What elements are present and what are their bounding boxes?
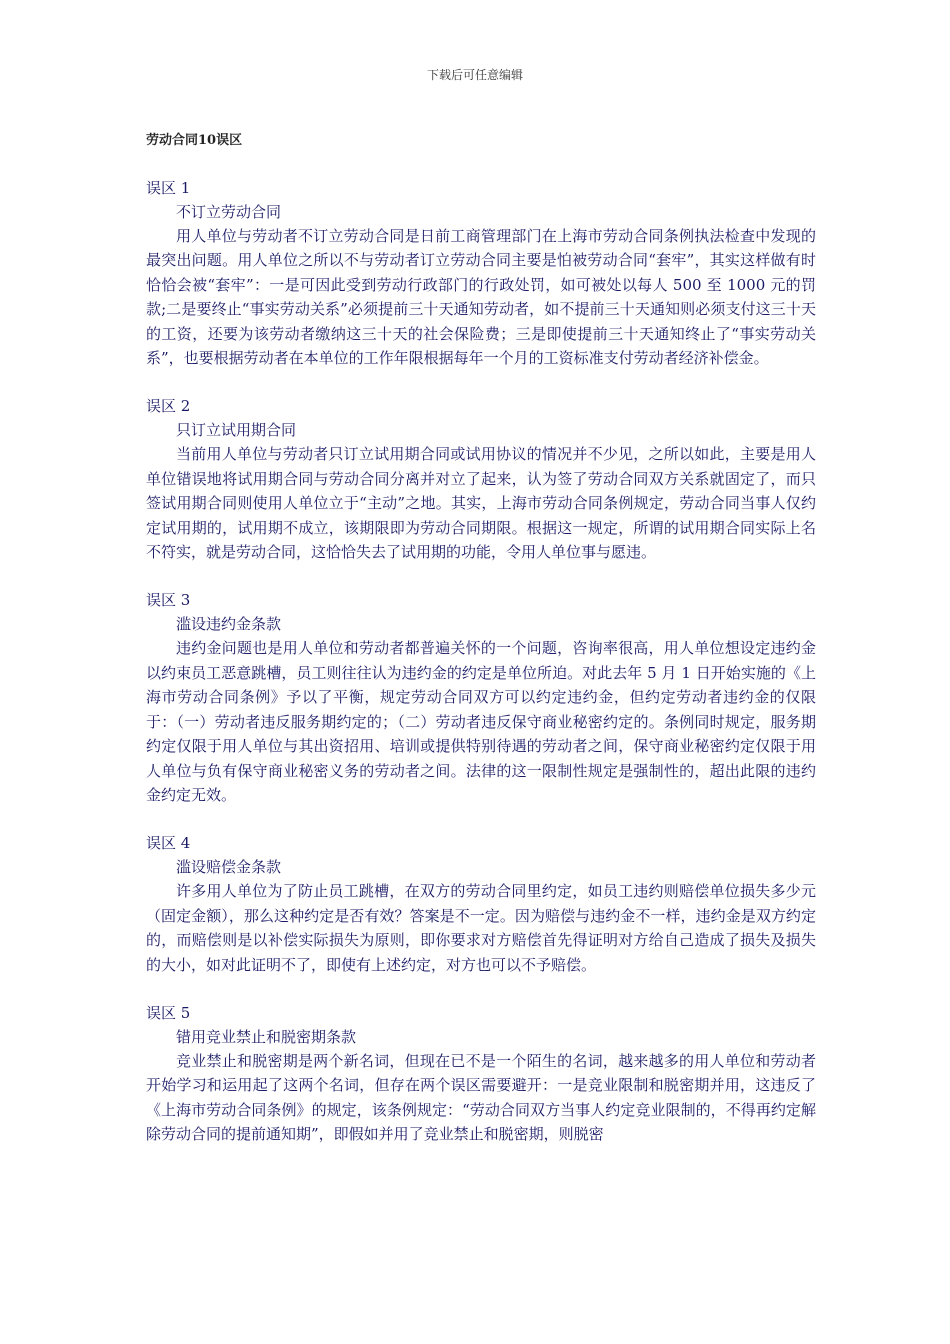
document-title: 劳动合同10误区 xyxy=(146,133,243,148)
section-paragraph: 违约金问题也是用人单位和劳动者都普遍关怀的一个问题，咨询率很高，用人单位想设定违约金以约束员工恶意跳槽，员工则往往认为违约金的约定是单位所迫。对此去年 5 月 1 日开始实施的《上海市劳动合同条例》予以了平衡，规定劳动合同双方可以约定违约金，但约定劳动者违约金的仅限于：（一）劳动者违反服务期约定的；（二）劳动者违反保守商业秘密约定的。条例同时规定，服务期约定仅限于用人单位与其出资招用、培训或提供特别待遇的劳动者之间，保守商业秘密约定仅限于用人单位与负有保守商业秘密义务的劳动者之间。法律的这一限制性规定是强制性的，超出此限的违约金约定无效。 xyxy=(146,639,816,804)
section-1 xyxy=(146,176,816,370)
section-5 xyxy=(146,1001,816,1147)
document-body xyxy=(146,176,816,1171)
section-label: 误区 2 xyxy=(146,397,191,416)
section-label: 误区 1 xyxy=(146,179,191,197)
section-subtitle: 滥设违约金条款 xyxy=(176,615,282,634)
section-3 xyxy=(146,588,816,807)
section-label: 误区 4 xyxy=(146,834,191,853)
section-subtitle: 滥设赔偿金条款 xyxy=(176,858,282,877)
section-paragraph: 用人单位与劳动者不订立劳动合同是日前工商管理部门在上海市劳动合同条例执法检查中发现的最突出问题。用人单位之所以不与劳动者订立劳动合同主要是怕被劳动合同“套牢”，其实这样做有时恰恰会被“套牢”：一是可因此受到劳动行政部门的行政处罚，如可被处以每人 500 至 1000 元的罚款;二是要终止“事实劳动关系”必须提前三十天通知劳动者，如不提前三十天通知则必须支付这三十天的工资，还要为该劳动者缴纳这三十天的社会保险费；三是即使提前三十天通知终止了“事实劳动关系”，也要根据劳动者在本单位的工作年限根据每年一个月的工资标准支付劳动者经济补偿金。 xyxy=(146,227,816,368)
section-paragraph: 当前用人单位与劳动者只订立试用期合同或试用协议的情况并不少见，之所以如此，主要是用人单位错误地将试用期合同与劳动合同分离并对立了起来，认为签了劳动合同双方关系就固定了，而只签试用期合同则使用人单位立于“主动”之地。其实，上海市劳动合同条例规定，劳动合同当事人仅约定试用期的，试用期不成立，该期限即为劳动合同期限。根据这一规定，所谓的试用期合同实际上名不符实，就是劳动合同，这恰恰失去了试用期的功能，令用人单位事与愿违。 xyxy=(146,445,816,562)
page-header-note: 下载后可任意编辑 xyxy=(426,68,523,82)
section-subtitle: 不订立劳动合同 xyxy=(176,203,282,221)
section-2 xyxy=(146,394,816,564)
section-subtitle: 只订立试用期合同 xyxy=(176,421,297,440)
section-subtitle: 错用竞业禁止和脱密期条款 xyxy=(176,1027,357,1046)
section-4 xyxy=(146,831,816,977)
section-paragraph: 竞业禁止和脱密期是两个新名词，但现在已不是一个陌生的名词，越来越多的用人单位和劳动者开始学习和运用起了这两个名词，但存在两个误区需要避开：一是竞业限制和脱密期并用，这违反了《上海市劳动合同条例》的规定，该条例规定：“劳动合同双方当事人约定竞业限制的，不得再约定解除劳动合同的提前通知期”，即假如并用了竞业禁止和脱密期，则脱密 xyxy=(146,1051,816,1144)
section-paragraph: 许多用人单位为了防止员工跳槽，在双方的劳动合同里约定，如员工违约则赔偿单位损失多少元（固定金额），那么这种约定是否有效？答案是不一定。因为赔偿与违约金不一样，违约金是双方约定的，而赔偿则是以补偿实际损失为原则，即你要求对方赔偿首先得证明对方给自己造成了损失及损失的大小，如对此证明不了，即使有上述约定，对方也可以不予赔偿。 xyxy=(146,882,816,974)
section-label: 误区 5 xyxy=(146,1003,191,1022)
section-label: 误区 3 xyxy=(146,591,191,610)
